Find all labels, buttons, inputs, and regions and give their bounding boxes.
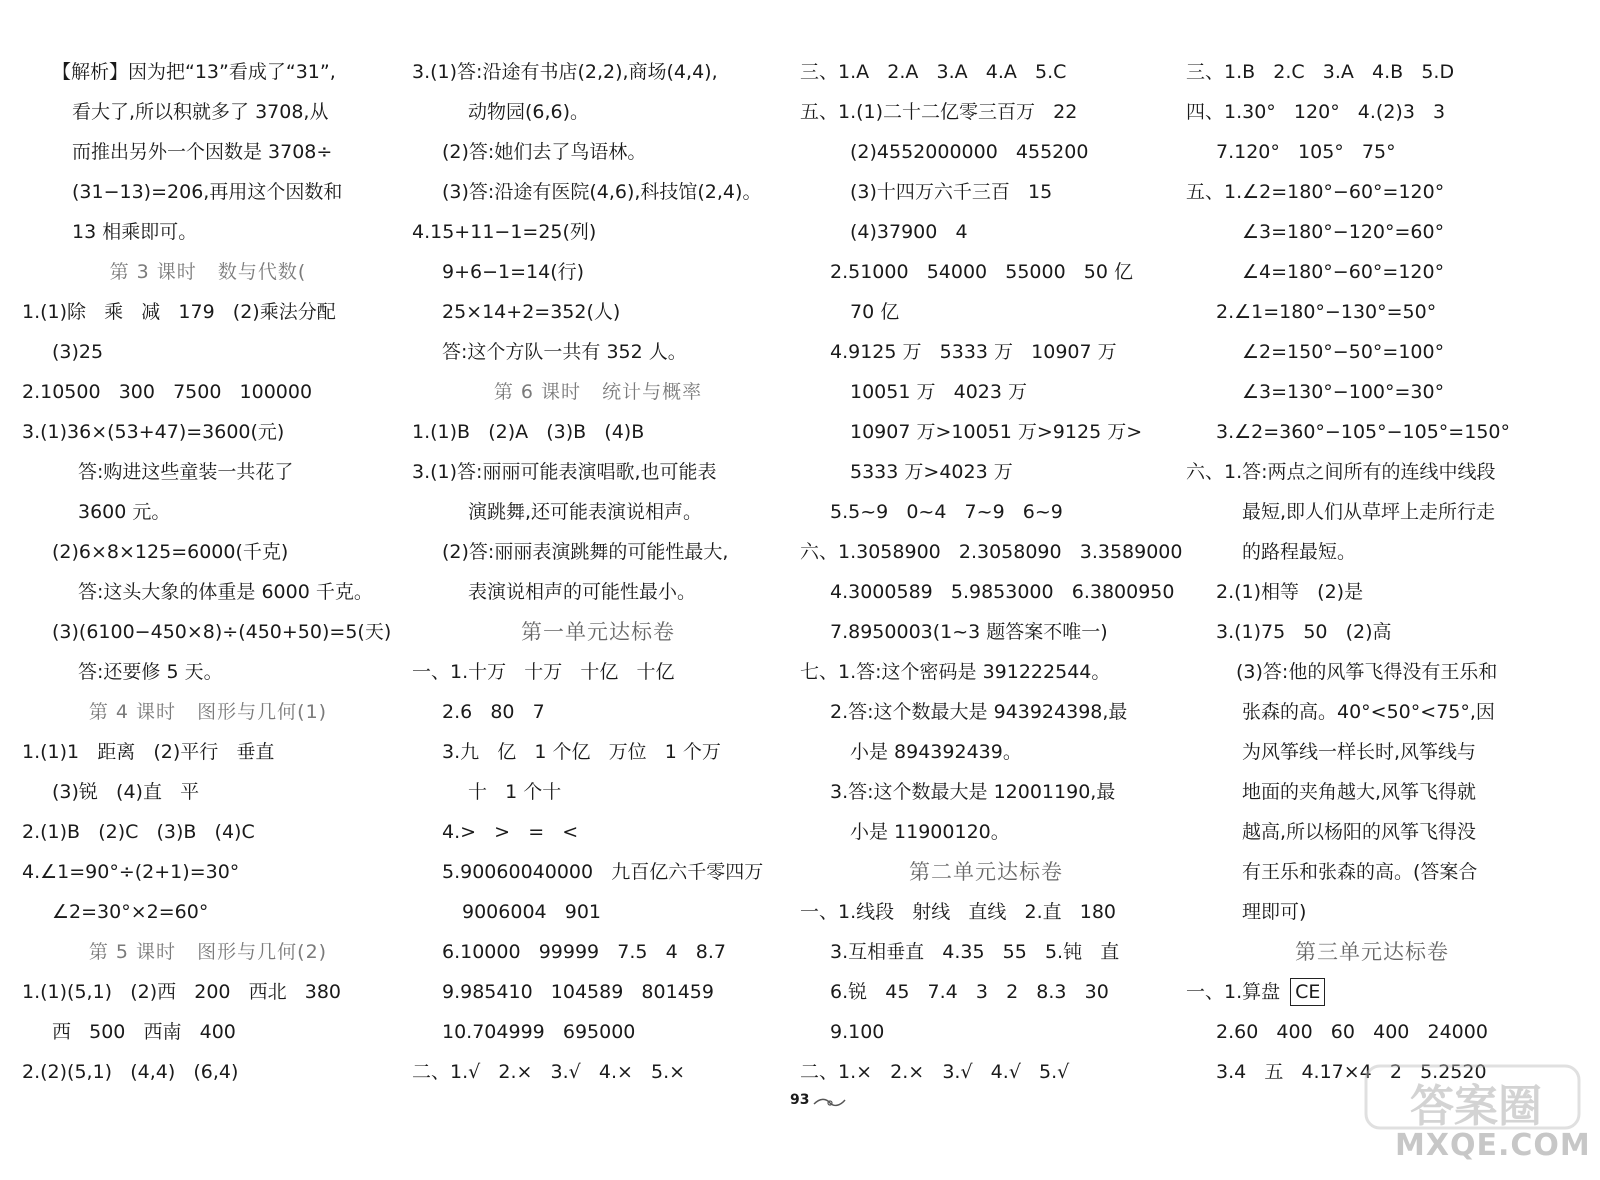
answer-line [800,732,1172,772]
answer-text: (2)6×8×125=6000(千克) [52,541,289,563]
answer-line [1186,692,1558,732]
answer-line [22,52,394,92]
answer-text: 2.∠1=180°−130°=50° [1216,301,1437,323]
answer-text: 13 相乘即可。 [72,221,198,243]
answer-line [412,692,784,732]
answer-line [1186,132,1558,172]
answer-text: 5.90060040000 九百亿六千零四万 [442,861,764,883]
page-number: 93 [790,1092,810,1108]
answer-line [22,1052,394,1092]
answer-text: 3.(1)答:沿途有书店(2,2),商场(4,4), [412,61,718,83]
answer-line [1186,772,1558,812]
boxed-answer: CE [1290,978,1325,1006]
answer-text: 【解析】因为把“13”看成了“31”, [52,61,336,83]
answer-line [800,292,1172,332]
answer-text: 而推出另外一个因数是 3708÷ [72,141,333,163]
answer-text: 第 3 课时 数与代数( [109,261,307,283]
answer-line [800,332,1172,372]
answer-text: 4.> > = < [442,821,579,843]
watermark-logo: 答案圈 [1410,1081,1542,1132]
answer-line [412,252,784,292]
answer-line [1186,412,1558,452]
answer-text: 10.704999 695000 [442,1021,636,1043]
answer-line [412,132,784,172]
answer-text: 2.答:这个数最大是 943924398,最 [830,701,1128,723]
answer-text: ∠2=30°×2=60° [52,901,209,923]
answer-text: 三、1.A 2.A 3.A 4.A 5.C [800,61,1067,83]
answer-line [412,932,784,972]
answer-line [22,212,394,252]
answer-line [800,652,1172,692]
answer-line [800,932,1172,972]
answer-text: 西 500 西南 400 [52,1021,236,1043]
answer-line [1186,612,1558,652]
answer-line [800,92,1172,132]
section-heading [412,372,784,412]
answer-line [800,972,1172,1012]
answer-line [800,772,1172,812]
answer-line [22,292,394,332]
answer-line [412,732,784,772]
answer-line [412,332,784,372]
answer-text: 2.10500 300 7500 100000 [22,381,313,403]
answer-text: 1.(1)(5,1) (2)西 200 西北 380 [22,981,342,1003]
answer-text: 十 1 个十 [468,781,562,803]
answer-line [1186,252,1558,292]
answer-text: ∠4=180°−60°=120° [1242,261,1445,283]
answer-text: (31−13)=206,再用这个因数和 [72,181,343,203]
answer-line [412,852,784,892]
answer-line [1186,92,1558,132]
answer-line [800,372,1172,412]
answer-text: 4.∠1=90°÷(2+1)=30° [22,861,240,883]
answer-text: (3)答:沿途有医院(4,6),科技馆(2,4)。 [442,181,762,203]
answer-text: 25×14+2=352(人) [442,301,621,323]
answer-line [800,172,1172,212]
answer-text: ∠3=130°−100°=30° [1242,381,1445,403]
answer-line [22,132,394,172]
answer-text: 4.15+11−1=25(列) [412,221,597,243]
answer-line [22,852,394,892]
answer-line [1186,212,1558,252]
answer-text: 1.(1)B (2)A (3)B (4)B [412,421,645,443]
answer-text: (3)锐 (4)直 平 [52,781,200,803]
answer-text: 5333 万>4023 万 [850,461,1013,483]
answer-text: 二、1.√ 2.× 3.√ 4.× 5.× [412,1061,686,1083]
section-heading [22,252,394,292]
answer-line [22,612,394,652]
answer-line [800,812,1172,852]
answer-text: (3)答:他的风筝飞得没有王乐和 [1236,661,1498,683]
answer-line [800,692,1172,732]
answer-text: 答:购进这些童装一共花了 [78,461,294,483]
answer-line [412,172,784,212]
answer-line [800,412,1172,452]
answer-line [412,92,784,132]
answer-text: 第二单元达标卷 [909,860,1063,884]
answer-line [800,52,1172,92]
answer-line [22,1012,394,1052]
answer-line [22,92,394,132]
answer-text: 2.51000 54000 55000 50 亿 [830,261,1134,283]
answer-line [1186,332,1558,372]
answer-text: 动物园(6,6)。 [468,101,590,123]
answer-text: 一、1.线段 射线 直线 2.直 180 [800,901,1116,923]
answer-line [1186,52,1558,92]
answer-line [800,492,1172,532]
section-heading [800,852,1172,892]
answer-line [412,532,784,572]
answer-text: (2)答:丽丽表演跳舞的可能性最大, [442,541,729,563]
answer-text: 第三单元达标卷 [1295,940,1449,964]
answer-text: 9006004 901 [462,901,602,923]
answer-line [412,652,784,692]
answer-text: 3.(1)75 50 (2)高 [1216,621,1392,643]
section-heading [412,612,784,652]
answer-text: 理即可) [1242,901,1307,923]
answer-line [22,372,394,412]
answer-line [22,732,394,772]
answer-text: 小是 894392439。 [850,741,1022,763]
answer-line [1186,292,1558,332]
answer-text: 3.答:这个数最大是 12001190,最 [830,781,1116,803]
answer-text: 3.(1)36×(53+47)=3600(元) [22,421,285,443]
answer-line [412,892,784,932]
answer-text: 3.互相垂直 4.35 55 5.钝 直 [830,941,1120,963]
section-heading [1186,932,1558,972]
answer-text: (2)4552000000 455200 [850,141,1089,163]
answer-line [1186,492,1558,532]
answer-text: 9.100 [830,1021,885,1043]
answer-line [1186,852,1558,892]
answer-text: 三、1.B 2.C 3.A 4.B 5.D [1186,61,1455,83]
answer-text: 答:还要修 5 天。 [78,661,223,683]
answer-text: (4)37900 4 [850,221,968,243]
answer-line [22,412,394,452]
answer-line [800,532,1183,572]
answer-line [22,532,394,572]
answer-line [412,292,784,332]
answer-column-1 [22,52,394,1092]
answer-text: 2.(1)B (2)C (3)B (4)C [22,821,255,843]
answer-text: 一、1.算盘 [1186,981,1281,1003]
answer-text: 四、1.30° 120° 4.(2)3 3 [1186,101,1446,123]
answer-line [800,572,1175,612]
answer-line [22,492,394,532]
answer-text: 第 5 课时 图形与几何(2) [88,941,328,963]
answer-text: 五、1.∠2=180°−60°=120° [1186,181,1445,203]
answer-column-4 [1186,52,1558,1092]
answer-line [800,612,1172,652]
answer-line [1186,1012,1558,1052]
answer-line [800,132,1172,172]
page-ornament-icon [812,1096,848,1108]
answer-text: 六、1.答:两点之间所有的连线中线段 [1186,461,1496,483]
section-heading [22,932,394,972]
answer-column-2 [412,52,784,1092]
answer-text: ∠3=180°−120°=60° [1242,221,1445,243]
answer-text: 演跳舞,还可能表演说相声。 [468,501,703,523]
answer-text: 10051 万 4023 万 [850,381,1027,403]
answer-text: 七、1.答:这个密码是 391222544。 [800,661,1111,683]
answer-text: 3.∠2=360°−105°−105°=150° [1216,421,1510,443]
watermark-url: MXQE.COM [1395,1128,1591,1163]
answer-line [412,1052,784,1092]
answer-text: 答:这头大象的体重是 6000 千克。 [78,581,373,603]
answer-line [800,252,1172,292]
answer-text: 10907 万>10051 万>9125 万> [850,421,1143,443]
answer-text: 越高,所以杨阳的风筝飞得没 [1242,821,1477,843]
answer-line [800,452,1172,492]
answer-text: 的路程最短。 [1242,541,1357,563]
answer-text: 1.(1)1 距离 (2)平行 垂直 [22,741,275,763]
answer-line [412,212,784,252]
answer-line [1186,972,1558,1012]
answer-text: 3.4 五 4.17×4 2 5.2520 [1216,1061,1487,1083]
answer-text: 9.985410 104589 801459 [442,981,714,1003]
answer-line [1186,812,1558,852]
answer-line [1186,652,1558,692]
answer-text: 答:这个方队一共有 352 人。 [442,341,687,363]
answer-text: 6.锐 45 7.4 3 2 8.3 30 [830,981,1109,1003]
answer-text: 6.10000 99999 7.5 4 8.7 [442,941,727,963]
answer-line [800,892,1172,932]
answer-text: 70 亿 [850,301,900,323]
answer-line [1186,892,1558,932]
answer-text: 小是 11900120。 [850,821,1010,843]
answer-text: 9+6−1=14(行) [442,261,585,283]
answer-line [22,772,394,812]
answer-line [412,812,784,852]
section-heading [22,692,394,732]
answer-column-3 [800,52,1183,1092]
answer-text: (3)十四万六千三百 15 [850,181,1053,203]
answer-line [1186,172,1558,212]
answer-text: 3.九 亿 1 个亿 万位 1 个万 [442,741,721,763]
answer-text: 二、1.× 2.× 3.√ 4.√ 5.√ [800,1061,1070,1083]
answer-text: 第 6 课时 统计与概率 [493,381,703,403]
answer-line [800,212,1172,252]
answer-line [22,172,394,212]
answer-text: 第 4 课时 图形与几何(1) [88,701,328,723]
answer-text: 7.120° 105° 75° [1216,141,1396,163]
answer-line [22,452,394,492]
answer-text: (2)答:她们去了鸟语林。 [442,141,647,163]
answer-line [412,412,784,452]
answer-line [1186,532,1558,572]
answer-text: 2.60 400 60 400 24000 [1216,1021,1488,1043]
answer-line [22,812,394,852]
answer-line [22,892,394,932]
answer-text: 为风筝线一样长时,风筝线与 [1242,741,1477,763]
answer-line [800,1012,1172,1052]
answer-line [412,1012,784,1052]
answer-text: 第一单元达标卷 [521,620,675,644]
answer-text: 5.5~9 0~4 7~9 6~9 [830,501,1063,523]
answer-text: 表演说相声的可能性最小。 [468,581,697,603]
answer-text: 4.9125 万 5333 万 10907 万 [830,341,1117,363]
answer-text: ∠2=150°−50°=100° [1242,341,1445,363]
answer-line [1186,572,1558,612]
answer-text: 2.(1)相等 (2)是 [1216,581,1364,603]
answer-line [1186,732,1558,772]
answer-text: (3)(6100−450×8)÷(450+50)=5(天) [52,621,392,643]
answer-text: 六、1.3058900 2.3058090 3.3589000 [800,541,1183,563]
answer-line [412,772,784,812]
answer-text: 五、1.(1)二十二亿零三百万 22 [800,101,1078,123]
answer-text: (3)25 [52,341,104,363]
answer-text: 张森的高。40°<50°<75°,因 [1242,701,1495,723]
answer-line [22,332,394,372]
answer-line [412,452,784,492]
answer-text: 1.(1)除 乘 减 179 (2)乘法分配 [22,301,336,323]
answer-text: 2.(2)(5,1) (4,4) (6,4) [22,1061,239,1083]
answer-line [412,492,784,532]
answer-text: 一、1.十万 十万 十亿 十亿 [412,661,675,683]
answer-text: 3600 元。 [78,501,171,523]
answer-line [412,572,784,612]
answer-text: 最短,即人们从草坪上走所行走 [1242,501,1496,523]
answer-line [22,972,394,1012]
answer-line [1186,452,1558,492]
answer-text: 有王乐和张森的高。(答案合 [1242,861,1478,883]
answer-line [22,572,394,612]
answer-line [800,1052,1172,1092]
answer-text: 看大了,所以积就多了 3708,从 [72,101,329,123]
answer-text: 3.(1)答:丽丽可能表演唱歌,也可能表 [412,461,717,483]
answer-line [412,52,784,92]
answer-text: 2.6 80 7 [442,701,545,723]
answer-text: 4.3000589 5.9853000 6.3800950 [830,581,1175,603]
answer-line [1186,372,1558,412]
answer-text: 7.8950003(1~3 题答案不唯一) [830,621,1108,643]
answer-line [22,652,394,692]
answer-text: 地面的夹角越大,风筝飞得就 [1242,781,1477,803]
answer-line [412,972,784,1012]
